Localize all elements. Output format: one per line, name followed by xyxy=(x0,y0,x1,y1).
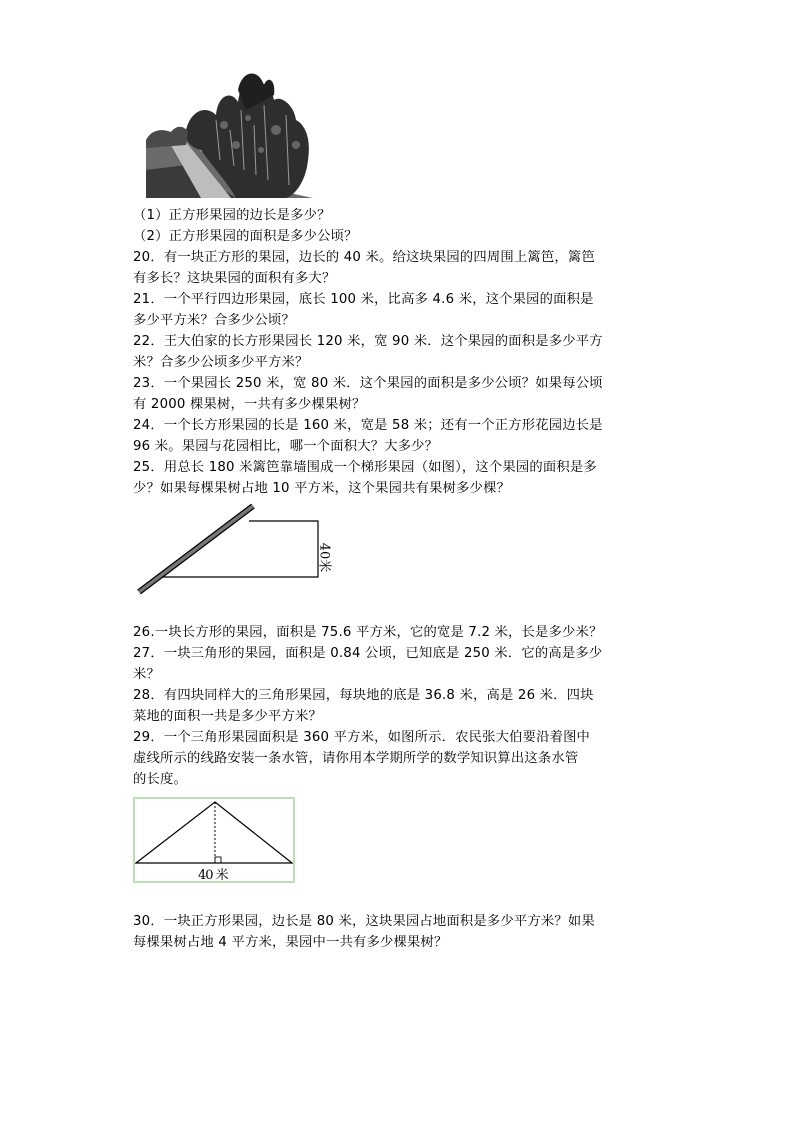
question-30-cont: 每棵果树占地 4 平方米，果园中一共有多少棵果树？ xyxy=(133,935,448,950)
question-27-cont: 米？ xyxy=(133,667,160,682)
question-25-cont: 少？如果每棵果树占地 10 平方米，这个果园共有果树多少棵？ xyxy=(133,481,511,496)
question-22-cont: 米？合多少公顷多少平方米？ xyxy=(133,355,309,370)
question-26: 26.一块长方形的果园，面积是 75.6 平方米，它的宽是 7.2 米，长是多少米？ xyxy=(133,625,603,640)
question-30: 30．一块正方形果园，边长是 80 米，这块果园占地面积是多少平方米？如果 xyxy=(133,914,595,929)
question-23-cont: 有 2000 棵果树，一共有多少棵果树？ xyxy=(133,397,366,412)
question-20-cont: 有多长？这块果园的面积有多大？ xyxy=(133,271,336,286)
trapezoid-figure xyxy=(133,500,343,600)
question-20: 20．有一块正方形的果园，边长的 40 米。给这块果园的四周围上篱笆，篱笆 xyxy=(133,250,595,265)
text-line-2: （2）正方形果园的面积是多少公顷？ xyxy=(133,229,358,244)
question-23: 23．一个果园长 250 米，宽 80 米．这个果园的面积是多少公顷？如果每公顷 xyxy=(133,376,603,391)
question-21: 21．一个平行四边形果园，底长 100 米，比高多 4.6 米，这个果园的面积是 xyxy=(133,292,594,307)
question-28: 28．有四块同样大的三角形果园，每块地的底是 36.8 米，高是 26 米．四块 xyxy=(133,688,594,703)
question-24-cont: 96 米。果园与花园相比，哪一个面积大？大多少？ xyxy=(133,439,439,454)
question-22: 22．王大伯家的长方形果园长 120 米，宽 90 米．这个果园的面积是多少平方 xyxy=(133,334,603,349)
triangle-figure xyxy=(133,797,295,883)
orchard-photo xyxy=(146,70,313,198)
question-27: 27．一块三角形的果园，面积是 0.84 公顷，已知底是 250 米．它的高是多少 xyxy=(133,646,603,661)
question-29: 29．一个三角形果园面积是 360 平方米，如图所示．农民张大伯要沿着图中 xyxy=(133,730,591,745)
question-28-cont: 菜地的面积一共是多少平方米？ xyxy=(133,709,322,724)
triangle-base-label: 40 米 xyxy=(198,868,228,883)
question-29-cont: 虚线所示的线路安装一条水管，请你用本学期所学的数学知识算出这条水管 xyxy=(133,751,579,766)
question-21-cont: 多少平方米？合多少公顷？ xyxy=(133,313,295,328)
trapezoid-side-label: 40米 xyxy=(316,542,332,573)
question-24: 24．一个长方形果园的长是 160 米，宽是 58 米；还有一个正方形花园边长是 xyxy=(133,418,603,433)
question-29-cont-2: 的长度。 xyxy=(133,772,187,787)
text-line-1: （1）正方形果园的边长是多少？ xyxy=(133,208,331,223)
question-25: 25．用总长 180 米篱笆靠墙围成一个梯形果园（如图），这个果园的面积是多 xyxy=(133,460,597,475)
